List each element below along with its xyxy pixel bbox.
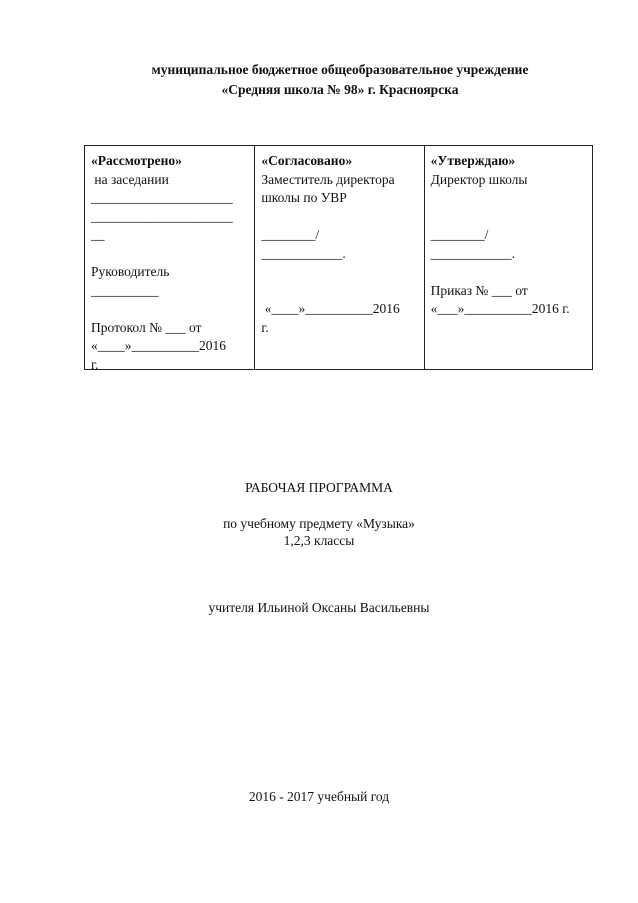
considered-protocol: Протокол № ___ от <box>91 319 202 335</box>
school-name-line: «Средняя школа № 98» г. Красноярска <box>221 82 459 97</box>
approved-order: Приказ № ___ от <box>430 282 528 298</box>
agreed-sign-blank: ________/ <box>261 227 320 242</box>
approved-position: Директор школы <box>430 171 528 187</box>
program-subject: по учебному предмету «Музыка» <box>223 516 415 531</box>
agreed-column <box>254 146 423 369</box>
program-title: РАБОЧАЯ ПРОГРАММА <box>245 480 393 495</box>
agreed-title: «Согласовано» <box>261 153 353 168</box>
school-header <box>60 60 620 100</box>
agreed-position: школы по УВР <box>261 190 347 205</box>
considered-meeting: на заседании <box>91 171 169 187</box>
school-type-line: муниципальное бюджетное общеобразовательное учреждение <box>151 62 529 77</box>
considered-year-suffix: г. <box>91 356 99 372</box>
agreed-year-suffix: г. <box>261 319 269 335</box>
considered-blank-line: _____________________ <box>91 208 233 224</box>
agreed-position: Заместитель директора <box>261 171 395 187</box>
approved-title: «Утверждаю» <box>430 153 516 168</box>
considered-head-label: Руководитель <box>91 264 170 279</box>
agreed-date: «____»__________2016 <box>261 301 400 316</box>
considered-column <box>85 146 254 372</box>
approved-date: «___»__________2016 г. <box>430 301 570 316</box>
agreed-name-blank: ____________. <box>261 245 346 261</box>
program-teacher: учителя Ильиной Оксаны Васильевны <box>208 600 430 615</box>
considered-head-blank: __________ <box>91 282 159 298</box>
approval-table <box>84 145 593 370</box>
approved-name-blank: ____________. <box>430 245 516 261</box>
program-grades: 1,2,3 классы <box>283 533 355 548</box>
approved-sign-blank: ________/ <box>430 227 489 242</box>
considered-date: «____»__________2016 <box>91 338 226 353</box>
considered-blank-line: _____________________ <box>91 190 233 205</box>
considered-title: «Рассмотрено» <box>91 153 182 168</box>
approved-column <box>424 146 592 369</box>
academic-year: 2016 - 2017 учебный год <box>248 789 390 804</box>
considered-blank-line: __ <box>91 227 105 242</box>
